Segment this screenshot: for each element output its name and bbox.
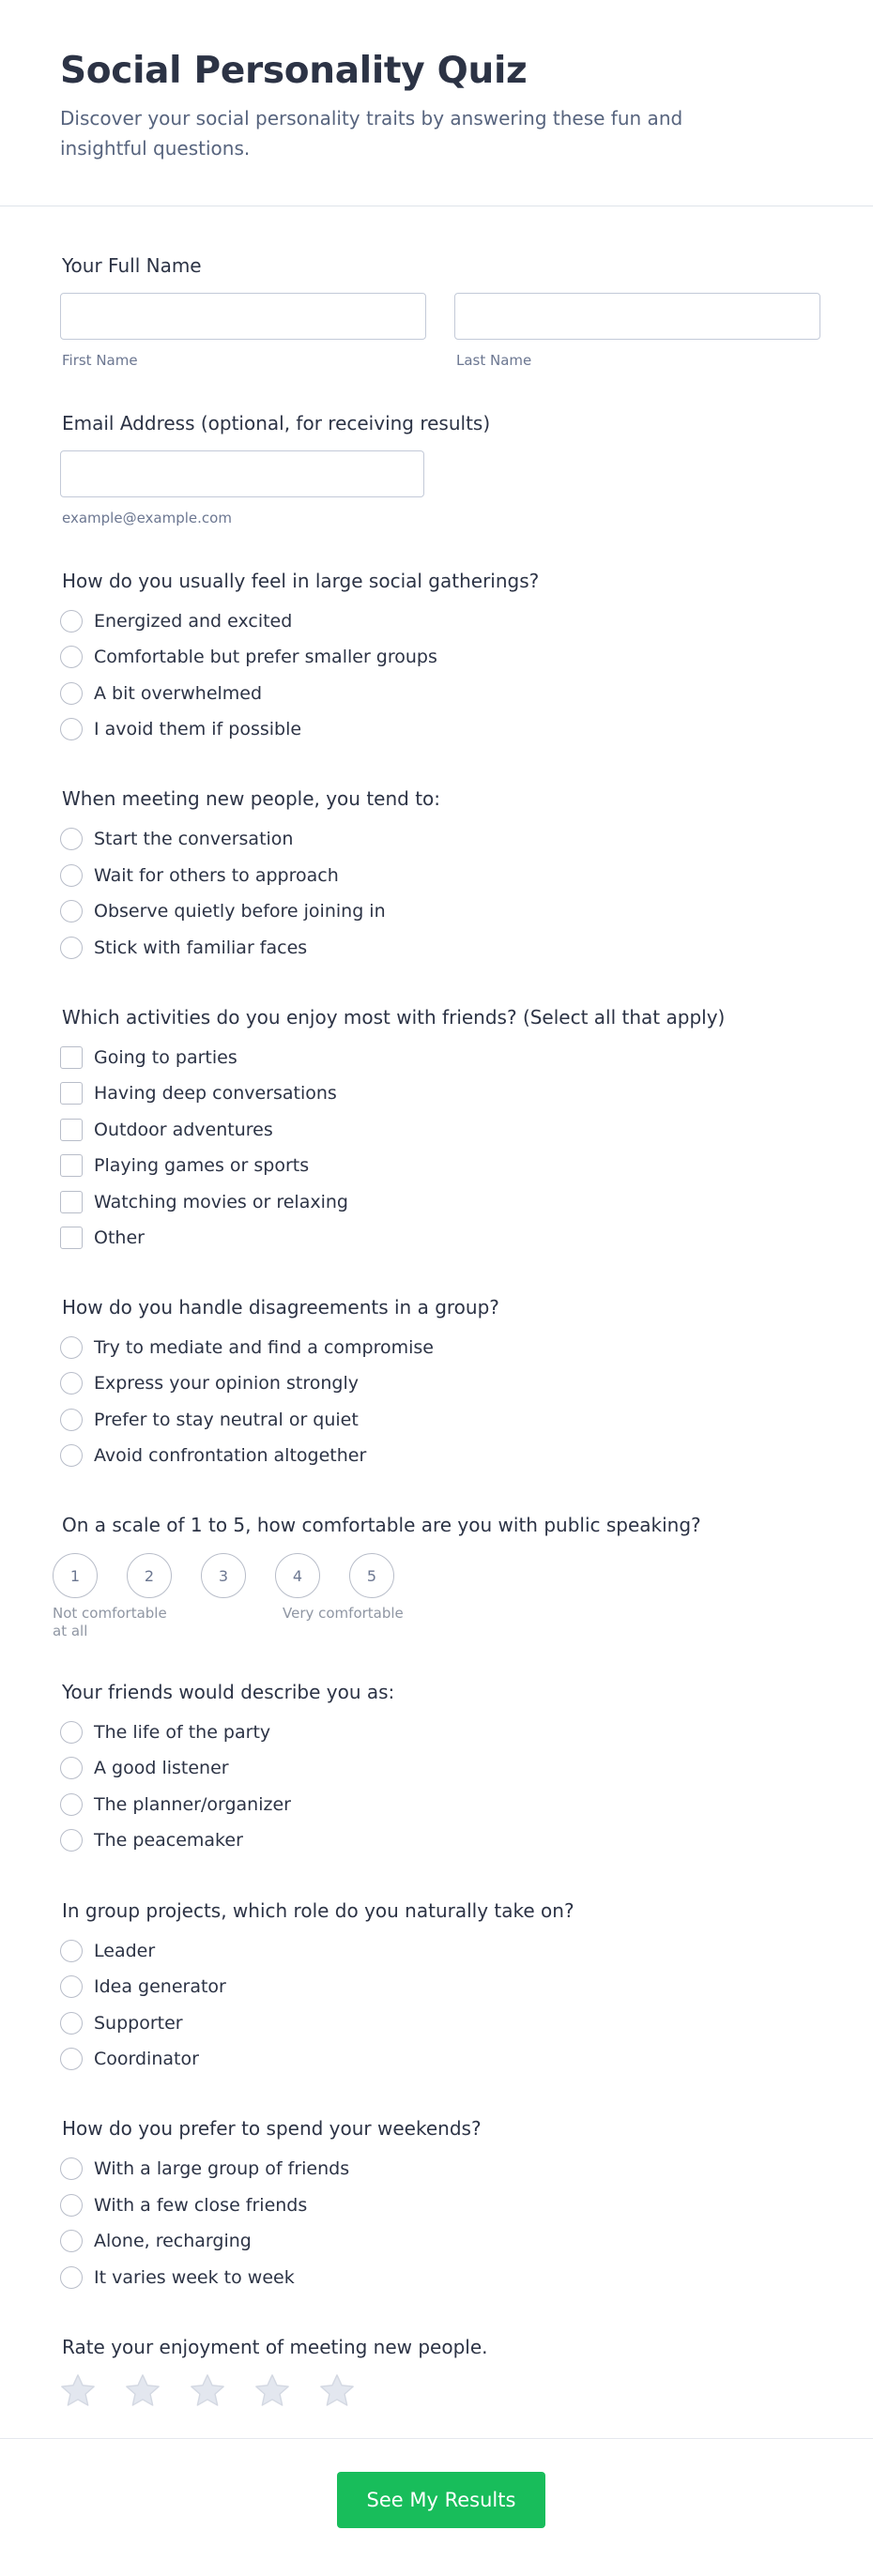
radio-button[interactable] [60,1975,83,1998]
option-label: Going to parties [94,1047,237,1068]
option-label: Coordinator [94,2049,199,2069]
radio-button[interactable] [60,682,83,705]
radio-button[interactable] [60,610,83,633]
option-label: Stick with familiar faces [94,937,308,958]
email-label: Email Address (optional, for receiving results) [62,412,491,434]
q2-option[interactable] [60,861,339,890]
scale-high-label: Very comfortable [283,1605,404,1622]
option-label: The life of the party [94,1722,271,1743]
q8-option[interactable] [60,2191,307,2219]
star-icon[interactable] [253,2371,292,2411]
name-label: Your Full Name [62,254,202,277]
checkbox[interactable] [60,1227,83,1249]
scale-option-2[interactable]: 2 [127,1553,172,1598]
q8-label: How do you prefer to spend your weekends? [62,2117,482,2140]
q8-option[interactable] [60,2227,252,2255]
q6-option[interactable] [60,1718,270,1746]
option-label: A good listener [94,1758,229,1778]
radio-button[interactable] [60,2157,83,2180]
scale-option-4[interactable]: 4 [275,1553,320,1598]
radio-button[interactable] [60,2266,83,2289]
star-icon[interactable] [58,2371,98,2411]
option-label: Supporter [94,2013,183,2034]
checkbox[interactable] [60,1191,83,1213]
last-name-input[interactable] [454,293,820,340]
q1-option[interactable] [60,715,301,743]
option-label: Other [94,1227,145,1248]
checkbox[interactable] [60,1119,83,1141]
q1-option[interactable] [60,679,262,708]
radio-button[interactable] [60,1409,83,1431]
email-input[interactable] [60,450,424,497]
checkbox[interactable] [60,1046,83,1069]
see-results-button[interactable]: See My Results [337,2472,545,2528]
q7-option[interactable] [60,2009,183,2037]
radio-button[interactable] [60,1372,83,1395]
radio-button[interactable] [60,864,83,887]
first-name-sublabel: First Name [62,352,138,369]
q6-label: Your friends would describe you as: [62,1681,395,1703]
q1-option[interactable] [60,643,437,671]
page-title: Social Personality Quiz [60,50,528,92]
q3-option[interactable] [60,1151,309,1180]
q7-option[interactable] [60,1973,226,2001]
q5-label: On a scale of 1 to 5, how comfortable are you with public speaking? [62,1514,701,1536]
radio-button[interactable] [60,2048,83,2070]
q8-option[interactable] [60,2264,295,2292]
option-label: Avoid confrontation altogether [94,1445,367,1466]
scale-option-3[interactable]: 3 [201,1553,246,1598]
option-label: Start the conversation [94,829,294,849]
q3-option[interactable] [60,1044,237,1072]
radio-button[interactable] [60,1940,83,1962]
first-name-input[interactable] [60,293,426,340]
star-icon[interactable] [188,2371,227,2411]
option-label: With a large group of friends [94,2158,350,2179]
radio-button[interactable] [60,1793,83,1816]
q7-option[interactable] [60,2045,199,2073]
scale-option-5[interactable]: 5 [349,1553,394,1598]
q2-label: When meeting new people, you tend to: [62,787,441,810]
radio-button[interactable] [60,1444,83,1467]
page-subtitle: Discover your social personality traits by answering these fun and insightful questions. [60,107,683,160]
option-label: Try to mediate and find a compromise [94,1337,434,1358]
q3-option[interactable] [60,1079,337,1107]
option-label: Alone, recharging [94,2231,252,2251]
radio-button[interactable] [60,1829,83,1852]
option-label: Express your opinion strongly [94,1373,359,1394]
radio-button[interactable] [60,828,83,850]
radio-button[interactable] [60,718,83,740]
option-label: A bit overwhelmed [94,683,263,704]
option-label: The peacemaker [94,1830,243,1851]
checkbox[interactable] [60,1082,83,1105]
q3-option[interactable] [60,1116,273,1144]
option-label: I avoid them if possible [94,719,302,739]
radio-button[interactable] [60,2194,83,2217]
radio-button[interactable] [60,646,83,668]
checkbox[interactable] [60,1154,83,1177]
option-label: Outdoor adventures [94,1120,273,1140]
q4-option[interactable] [60,1334,434,1362]
option-label: Watching movies or relaxing [94,1192,348,1212]
radio-button[interactable] [60,2012,83,2035]
q3-label: Which activities do you enjoy most with friends? (Select all that apply) [62,1006,726,1029]
q7-option[interactable] [60,1937,155,1965]
q8-option[interactable] [60,2155,349,2183]
star-icon[interactable] [317,2371,357,2411]
radio-button[interactable] [60,1757,83,1779]
email-sublabel: example@example.com [62,510,232,526]
option-label: Prefer to stay neutral or quiet [94,1410,359,1430]
q6-option[interactable] [60,1754,229,1782]
q6-option[interactable] [60,1791,291,1819]
form-header [0,0,873,206]
radio-button[interactable] [60,2230,83,2252]
q2-option[interactable] [60,934,307,962]
option-label: Comfortable but prefer smaller groups [94,647,437,667]
radio-button[interactable] [60,900,83,922]
q3-option[interactable] [60,1224,145,1252]
option-label: Having deep conversations [94,1083,337,1104]
q1-option[interactable] [60,607,292,635]
star-icon[interactable] [123,2371,162,2411]
q2-option[interactable] [60,897,386,925]
option-label: It varies week to week [94,2267,295,2288]
last-name-sublabel: Last Name [456,352,532,369]
q4-option[interactable] [60,1441,366,1470]
scale-low-label: Not comfortable at all [53,1605,167,1639]
q6-option[interactable] [60,1826,243,1854]
q3-option[interactable] [60,1188,348,1216]
option-label: Idea generator [94,1976,226,1997]
option-label: Wait for others to approach [94,865,339,886]
option-label: Observe quietly before joining in [94,901,386,922]
option-label: With a few close friends [94,2195,308,2216]
radio-button[interactable] [60,1721,83,1744]
option-label: Energized and excited [94,611,293,632]
q7-label: In group projects, which role do you naturally take on? [62,1899,574,1922]
q9-label: Rate your enjoyment of meeting new people. [62,2336,488,2358]
radio-button[interactable] [60,937,83,959]
option-label: Playing games or sports [94,1155,310,1176]
form-footer [0,2438,873,2576]
option-label: The planner/organizer [94,1794,291,1815]
option-label: Leader [94,1941,156,1961]
scale-option-1[interactable]: 1 [53,1553,98,1598]
q2-option[interactable] [60,825,293,853]
q4-option[interactable] [60,1406,359,1434]
radio-button[interactable] [60,1336,83,1359]
q4-label: How do you handle disagreements in a group? [62,1296,499,1318]
q1-label: How do you usually feel in large social gatherings? [62,570,540,592]
q4-option[interactable] [60,1369,359,1397]
